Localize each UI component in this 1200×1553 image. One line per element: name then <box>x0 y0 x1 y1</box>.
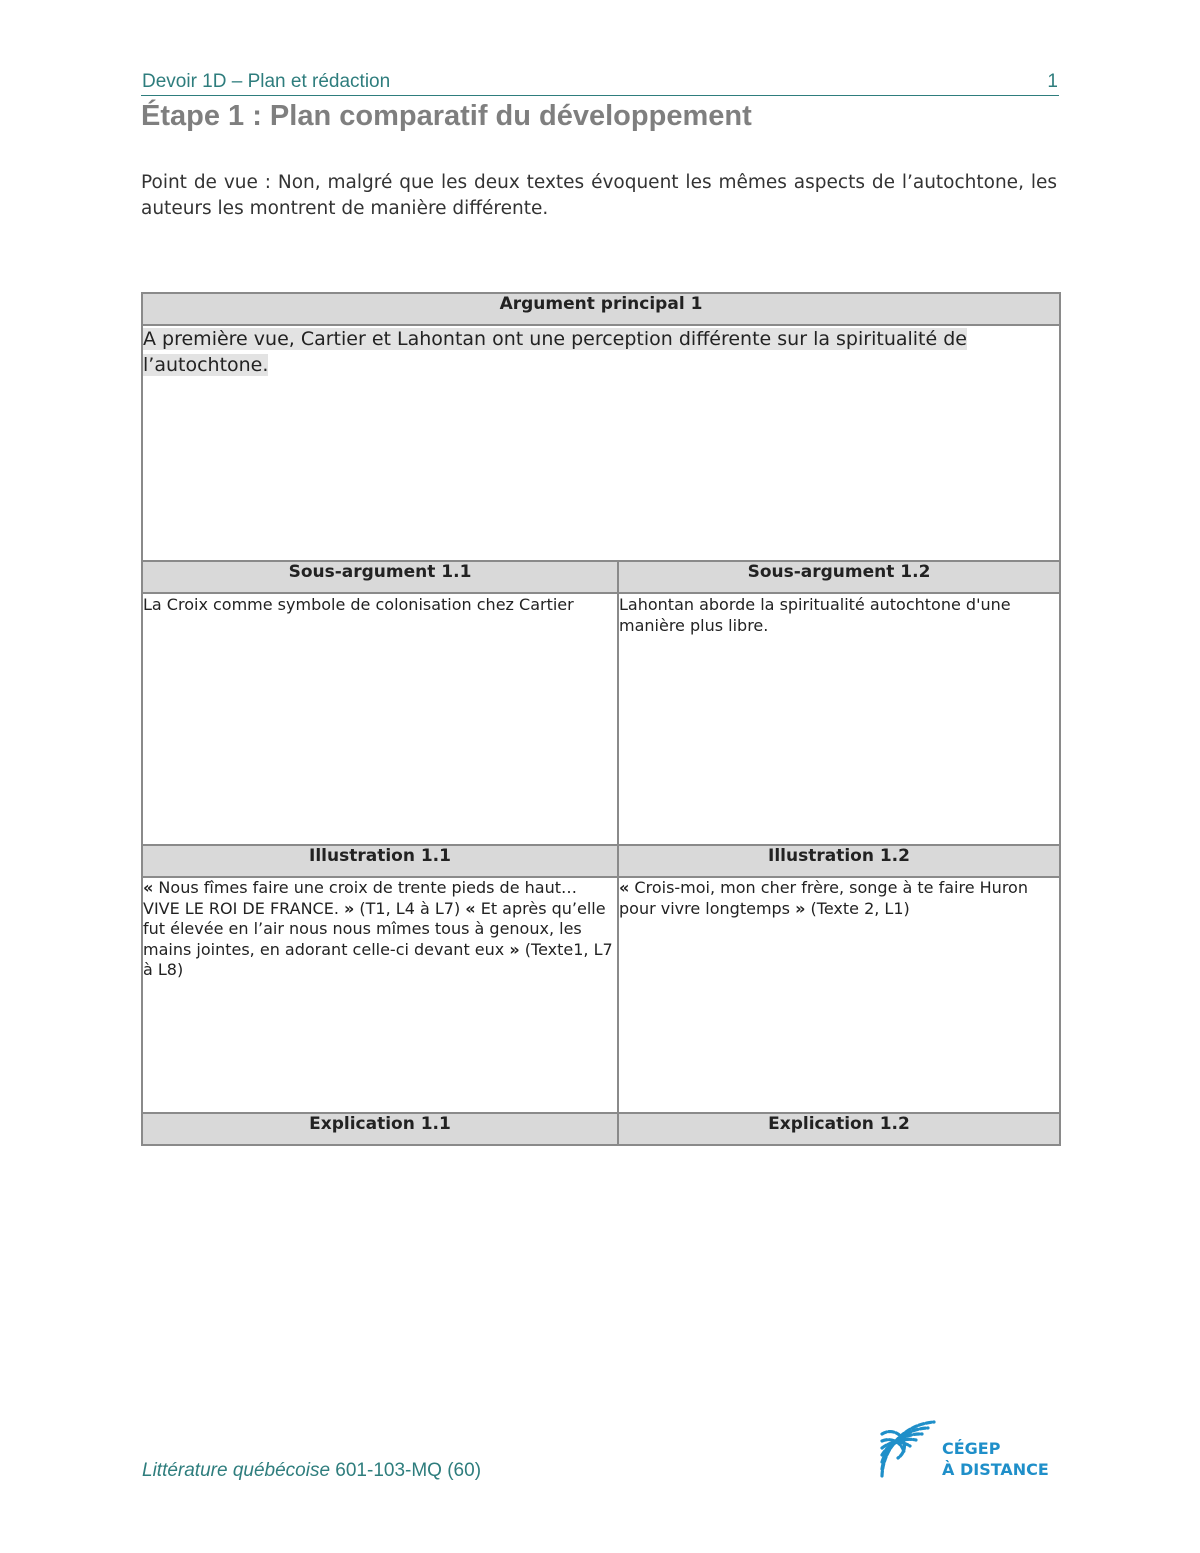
page-header <box>141 70 1059 96</box>
quote-reference: (Texte1, L7 à L8) <box>143 939 613 979</box>
quote-text: Et après qu’elle fut élevée en l’air nous nous mîmes tous à genoux, les mains jointes, en adorant celle-ci devant eux <box>143 898 606 959</box>
main-argument-text: A première vue, Cartier et Lahontan ont une perception différente sur la spiritualité de l’autochtone. <box>143 328 967 376</box>
main-argument-cell[interactable] <box>142 325 1060 561</box>
illustration-2-header: Illustration 1.2 <box>618 845 1060 877</box>
illustration-1-cell[interactable] <box>142 877 618 1113</box>
close-quote: » <box>509 939 520 959</box>
open-quote: « <box>619 878 630 897</box>
explication-2-header: Explication 1.2 <box>618 1113 1060 1145</box>
cegep-logo-waves-icon <box>878 1410 942 1480</box>
sub-argument-1-text: La Croix comme symbole de colonisation chez Cartier <box>143 595 574 614</box>
illustration-1-header: Illustration 1.1 <box>142 845 618 877</box>
close-quote: » <box>795 898 806 918</box>
document-title: Devoir 1D – Plan et rédaction <box>142 71 391 92</box>
logo-line-1: CÉGEP <box>942 1439 1001 1458</box>
quote-text: Crois-moi, mon cher frère, songe à te faire Huron pour vivre longtemps <box>619 878 1028 918</box>
logo-line-2: À DISTANCE <box>942 1460 1049 1479</box>
open-quote: « <box>465 898 476 918</box>
sub-argument-1-cell[interactable] <box>142 593 618 845</box>
quote-text: Nous fîmes faire une croix de trente pieds de haut… VIVE LE ROI DE FRANCE. <box>143 878 577 918</box>
comparative-plan-table <box>141 292 1061 1146</box>
explication-1-header: Explication 1.1 <box>142 1113 618 1145</box>
illustration-2-cell[interactable] <box>618 877 1060 1113</box>
open-quote: « <box>143 878 154 897</box>
sub-argument-2-cell[interactable] <box>618 593 1060 845</box>
course-name: Littérature québécoise <box>142 1460 331 1481</box>
main-argument-header: Argument principal 1 <box>142 293 1060 325</box>
page-number: 1 <box>1047 71 1058 92</box>
sub-argument-2-text: Lahontan aborde la spiritualité autochtone d'une manière plus libre. <box>619 595 1011 635</box>
cegep-logo-text <box>942 1438 1049 1480</box>
point-de-vue: Point de vue : Non, malgré que les deux textes évoquent les mêmes aspects de l’autochtone, les auteurs les montrent de manière différente. <box>141 172 1057 219</box>
course-code: 601-103-MQ (60) <box>330 1460 482 1481</box>
quote-reference: (T1, L4 à L7) <box>354 898 466 918</box>
footer-course <box>142 1460 481 1482</box>
cegep-logo <box>878 1410 1058 1480</box>
close-quote: » <box>343 898 355 918</box>
sub-argument-2-header: Sous-argument 1.2 <box>618 561 1060 593</box>
sub-argument-1-header: Sous-argument 1.1 <box>142 561 618 593</box>
step-title: Étape 1 : Plan comparatif du développement <box>141 100 752 132</box>
quote-reference: (Texte 2, L1) <box>805 898 910 918</box>
